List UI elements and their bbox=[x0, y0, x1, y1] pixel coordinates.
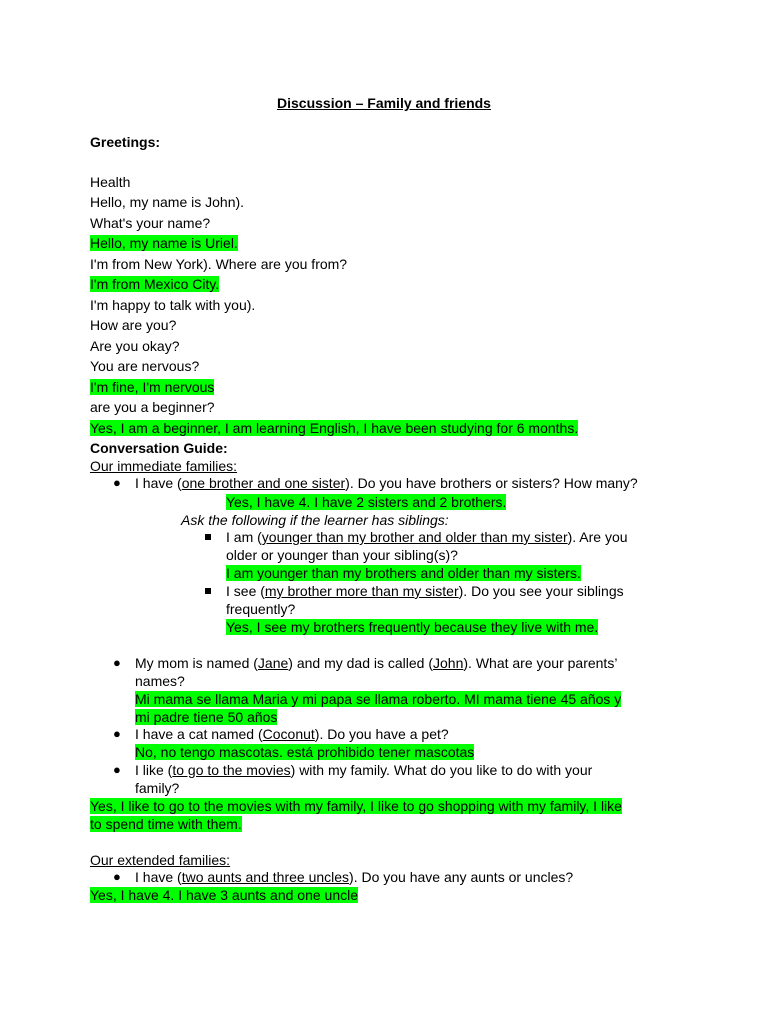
bullet-icon: ● bbox=[113, 762, 121, 777]
bullet-item: I have (two aunts and three uncles). Do you have any aunts or uncles? bbox=[135, 869, 574, 885]
answer-highlight: Yes, I have 4. I have 2 sisters and 2 brothers. bbox=[226, 494, 507, 510]
greeting-line: I'm happy to talk with you). bbox=[90, 297, 256, 313]
bullet-item: My mom is named (Jane) and my dad is called (John). What are your parents’ bbox=[135, 655, 618, 671]
bullet-item: I have a cat named (Coconut). Do you have a pet? bbox=[135, 726, 449, 742]
greeting-answer: I'm from Mexico City. bbox=[90, 276, 220, 292]
sub-bullet-line: older or younger than your sibling(s)? bbox=[226, 547, 458, 563]
bullet-icon: ● bbox=[113, 726, 121, 741]
greeting-answer: Hello, my name is Uriel. bbox=[90, 235, 238, 251]
greeting-line: How are you? bbox=[90, 317, 177, 333]
answer-highlight: Yes, I see my brothers frequently because they live with me. bbox=[226, 619, 599, 635]
answer-highlight: to spend time with them. bbox=[90, 816, 242, 832]
greeting-line: You are nervous? bbox=[90, 358, 200, 374]
bullet-icon: ● bbox=[113, 655, 121, 670]
sub-bullet-line: frequently? bbox=[226, 601, 296, 617]
greeting-line: Hello, my name is John). bbox=[90, 194, 245, 210]
answer-highlight: mi padre tiene 50 años bbox=[135, 709, 278, 725]
greeting-line: Health bbox=[90, 174, 131, 190]
extended-families-heading: Our extended families: bbox=[90, 852, 231, 868]
bullet-line: family? bbox=[135, 780, 180, 796]
siblings-note: Ask the following if the learner has siblings: bbox=[181, 512, 449, 528]
immediate-families-heading: Our immediate families: bbox=[90, 458, 238, 474]
greeting-line: are you a beginner? bbox=[90, 399, 215, 415]
answer-highlight: I am younger than my brothers and older than my sisters. bbox=[226, 565, 581, 581]
greeting-answer: Yes, I am a beginner, I am learning English, I have been studying for 6 months. bbox=[90, 420, 579, 436]
document-title: Discussion – Family and friends bbox=[277, 95, 491, 111]
sub-bullet-item: I am (younger than my brother and older than my sister). Are you bbox=[226, 529, 628, 545]
answer-highlight: No, no tengo mascotas. está prohibido tener mascotas bbox=[135, 744, 475, 760]
greeting-answer: I'm fine, I'm nervous bbox=[90, 379, 215, 395]
bullet-line: names? bbox=[135, 673, 185, 689]
greetings-heading: Greetings: bbox=[90, 134, 161, 150]
conversation-guide-heading: Conversation Guide: bbox=[90, 440, 228, 456]
answer-highlight: Yes, I like to go to the movies with my family, I like to go shopping with my family, I like bbox=[90, 798, 622, 814]
bullet-item: I have (one brother and one sister). Do you have brothers or sisters? How many? bbox=[135, 475, 638, 491]
greeting-line: Are you okay? bbox=[90, 338, 180, 354]
square-bullet-icon bbox=[205, 534, 211, 540]
answer-highlight: Mi mama se llama Maria y mi papa se llama roberto. MI mama tiene 45 años y bbox=[135, 691, 622, 707]
square-bullet-icon bbox=[205, 588, 211, 594]
bullet-icon: ● bbox=[113, 869, 121, 884]
answer-highlight: Yes, I have 4. I have 3 aunts and one uncle bbox=[90, 887, 359, 903]
greeting-line: I'm from New York). Where are you from? bbox=[90, 256, 348, 272]
sub-bullet-item: I see (my brother more than my sister). Do you see your siblings bbox=[226, 583, 624, 599]
greeting-line: What's your name? bbox=[90, 215, 211, 231]
bullet-item: I like (to go to the movies) with my family. What do you like to do with your bbox=[135, 762, 593, 778]
bullet-icon: ● bbox=[113, 475, 121, 490]
